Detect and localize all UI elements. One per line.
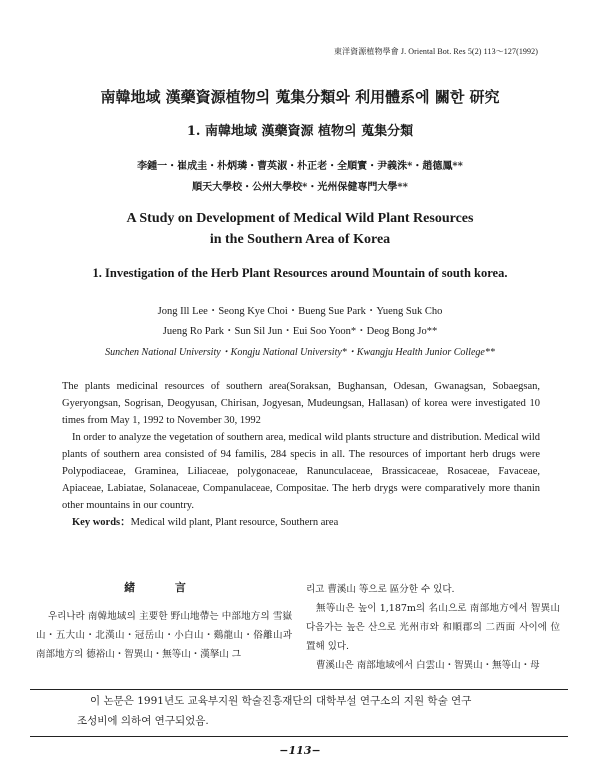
footnote-line2: 조성비에 의하여 연구되었음. (77, 715, 209, 727)
english-authors-line2: Jueng Ro Park・Sun Sil Jun・Eui Soo Yoon*・Deog Bong Jo** (162, 326, 438, 337)
keywords-label: Key words： (72, 517, 131, 528)
korean-title: 南韓地域 漢藥資源植物의 蒐集分類와 利用體系에 關한 研究 (100, 88, 500, 106)
korean-authors: 李鍾一・崔成圭・朴炳璘・曹英淑・朴正老・全順實・尹義洙*・趙德鳳** (137, 161, 463, 172)
korean-affiliations: 順天大學校・公州大學校*・光州保健専門大學** (192, 182, 408, 193)
journal-reference: 東洋資源植物學會 J. Oriental Bot. Res 5(2) 113～127(1992) (333, 47, 538, 56)
english-title-line2: in the Southern Area of Korea (209, 232, 391, 247)
english-title-line1: A Study on Development of Medical Wild Plant Resources (126, 211, 474, 226)
left-column-paragraph: 우리나라 南韓地域의 主要한 野山地帶는 中部地方의 雪嶽山・五大山・北漢山・冠岳山・小白山・鷄龍山・俗離山과 南部地方의 德裕山・智異山・無等山・漢拏山 그 (36, 611, 292, 660)
english-authors-line1: Jong Ill Lee・Seong Kye Choi・Bueng Sue Park・Yueng Suk Cho (157, 306, 443, 317)
abstract-paragraph-2: In order to analyze the vegetation of southern area, medical wild plants structure and distribution. Medical wild plants of southern area consisted of 94 familis, 284 specis in all. The resources of important herb drugs were Polypodiaceae, Gramineа, Liliaceae, polygonaceae, Ranunculaceae, Brassicaceae, Rosaceae, Favaceae, Apiaceae, Labiatae, Solanaceae, Companulaceae, Compositae. The herb drygs were comparatively more thanin other mountains in our country. (62, 432, 540, 511)
right-column-paragraph-1: 리고 曹溪山 等으로 區分한 수 있다. (306, 584, 455, 595)
abstract-paragraph-1: The plants medicinal resources of southern area(Soraksan, Bughansan, Odesan, Gwanagsan, Sobaegsan, Gyeryongsan, Sogrisan, Deogyusan, Chirisan, Jogyesan, Mudeungsan, Hallasan) of korea were investigated 10 times from May 1, 1992 to November 30, 1992 (62, 381, 540, 426)
right-column-paragraph-3: 曹溪山은 南部地域에서 白雲山・智異山・無等山・母 (316, 660, 540, 671)
abstract (62, 378, 540, 531)
right-column (306, 580, 560, 675)
english-subtitle: 1. Investigation of the Herb Plant Resources around Mountain of south korea. (92, 266, 508, 280)
korean-subtitle: 1. 南韓地域 漢藥資源 植物의 蒐集分類 (186, 124, 414, 139)
english-affiliations: Sunchen National University・Kongju National University*・Kwangju Health Junior College** (105, 347, 495, 358)
right-column-paragraph-2: 無等山은 높이 1,187m의 名山으로 南部地方에서 智異山 다음가는 높은 산으로 光州市와 和順郡의 二西面 사이에 位置해 있다. (306, 603, 560, 652)
left-column (36, 578, 292, 664)
section-heading: 緒 言 (124, 581, 204, 594)
keywords-line (62, 514, 540, 531)
keywords-value: Medical wild plant, Plant resource, Southern area (130, 517, 339, 528)
funding-footnote (30, 689, 568, 737)
footnote-line1: 이 논문은 1991년도 교육부지원 학술진흥재단의 대학부설 연구소의 지원 학술 연구 (90, 695, 472, 707)
page-number: −113− (279, 744, 321, 757)
